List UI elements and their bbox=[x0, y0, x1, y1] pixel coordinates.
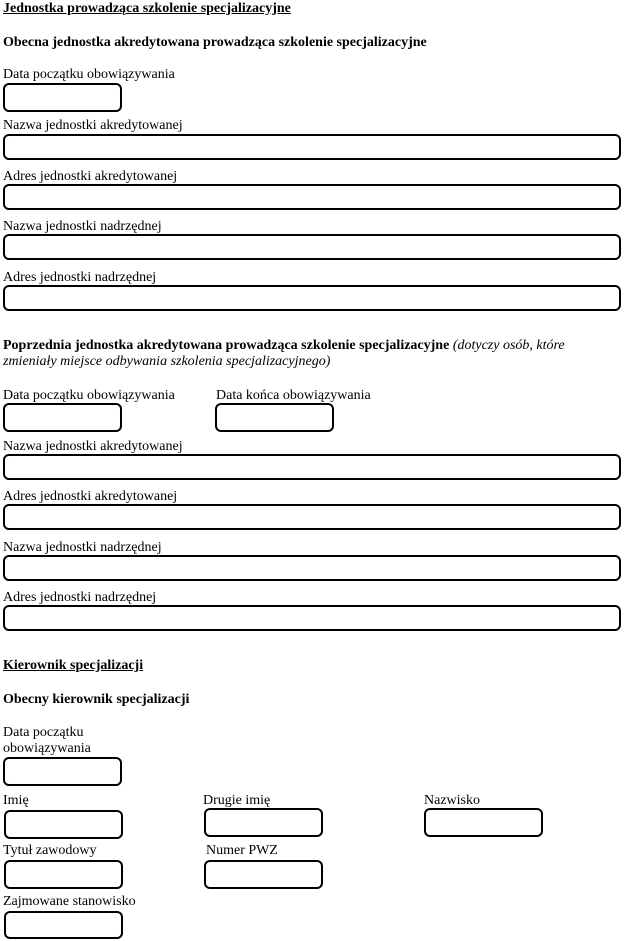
pwz-number-field[interactable] bbox=[204, 860, 323, 889]
previous-unit-note-line1: (dotyczy osób, które bbox=[452, 338, 565, 353]
label-current-parent-address: Adres jednostki nadrzędnej bbox=[3, 270, 157, 285]
label-head-start-date-line2: obowiązywania bbox=[3, 741, 91, 756]
label-previous-parent-name: Nazwa jednostki nadrzędnej bbox=[3, 540, 162, 555]
professional-title-field[interactable] bbox=[4, 860, 123, 889]
current-parent-name-field[interactable] bbox=[3, 234, 621, 260]
label-pwz-number: Numer PWZ bbox=[206, 843, 278, 858]
label-current-unit-address: Adres jednostki akredytowanej bbox=[3, 169, 178, 184]
previous-parent-name-field[interactable] bbox=[3, 555, 621, 581]
label-previous-parent-address: Adres jednostki nadrzędnej bbox=[3, 590, 157, 605]
section-title-head: Kierownik specjalizacji bbox=[3, 658, 144, 673]
last-name-field[interactable] bbox=[424, 808, 543, 837]
label-position: Zajmowane stanowisko bbox=[3, 894, 136, 909]
subsection-previous-unit-heading bbox=[3, 338, 565, 354]
current-parent-address-field[interactable] bbox=[3, 285, 621, 311]
previous-unit-name-field[interactable] bbox=[3, 454, 621, 480]
position-field[interactable] bbox=[4, 911, 123, 939]
label-professional-title: Tytuł zawodowy bbox=[3, 843, 97, 858]
previous-end-date-field[interactable] bbox=[215, 403, 334, 432]
label-current-parent-name: Nazwa jednostki nadrzędnej bbox=[3, 219, 162, 234]
subsection-title-current-unit: Obecna jednostka akredytowana prowadząca szkolenie specjalizacyjne bbox=[3, 35, 427, 50]
label-previous-unit-address: Adres jednostki akredytowanej bbox=[3, 489, 178, 504]
label-previous-start-date: Data początku obowiązywania bbox=[3, 388, 175, 403]
previous-parent-address-field[interactable] bbox=[3, 605, 621, 631]
label-last-name: Nazwisko bbox=[424, 793, 480, 808]
section-title-unit: Jednostka prowadząca szkolenie specjalizacyjne bbox=[3, 1, 291, 16]
label-head-start-date-line1: Data początku bbox=[3, 725, 84, 740]
subsection-title-current-head: Obecny kierownik specjalizacji bbox=[3, 692, 190, 707]
current-unit-name-field[interactable] bbox=[3, 134, 621, 160]
current-unit-address-field[interactable] bbox=[3, 184, 621, 210]
label-previous-end-date: Data końca obowiązywania bbox=[216, 388, 371, 403]
subsection-title-previous-unit: Poprzednia jednostka akredytowana prowadząca szkolenie specjalizacyjne bbox=[3, 338, 450, 353]
label-current-unit-name: Nazwa jednostki akredytowanej bbox=[3, 118, 183, 133]
label-current-start-date: Data początku obowiązywania bbox=[3, 67, 175, 82]
first-name-field[interactable] bbox=[4, 810, 123, 839]
previous-unit-note-line2: zmieniały miejsce odbywania szkolenia specjalizacyjnego) bbox=[3, 354, 331, 369]
label-previous-unit-name: Nazwa jednostki akredytowanej bbox=[3, 439, 183, 454]
previous-unit-address-field[interactable] bbox=[3, 504, 621, 530]
label-second-name: Drugie imię bbox=[203, 793, 271, 808]
label-first-name: Imię bbox=[3, 793, 29, 808]
previous-start-date-field[interactable] bbox=[3, 403, 122, 432]
second-name-field[interactable] bbox=[204, 808, 323, 837]
current-start-date-field[interactable] bbox=[3, 83, 122, 112]
head-start-date-field[interactable] bbox=[3, 757, 122, 786]
